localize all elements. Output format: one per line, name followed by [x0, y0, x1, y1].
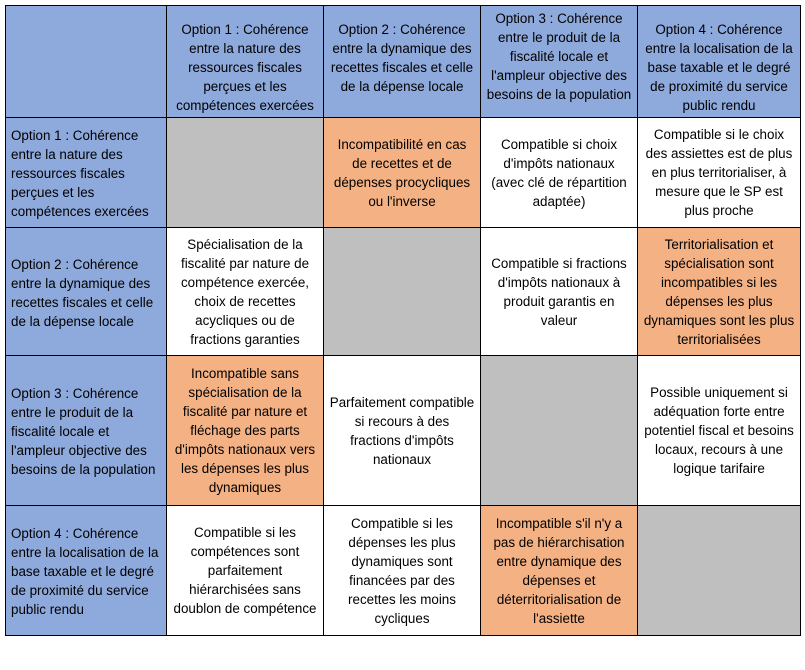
diagonal-cell — [167, 118, 324, 228]
row-header: Option 4 : Cohérence entre la localisation de la base taxable et le degré de proximité du service public rendu — [6, 506, 167, 636]
header-row — [6, 6, 801, 118]
column-header: Option 1 : Cohérence entre la nature des ressources fiscales perçues et les compétences exercées — [167, 6, 324, 118]
corner-cell — [6, 6, 167, 118]
matrix-cell: Spécialisation de la fiscalité par nature de compétence exercée, choix de recettes acycliques ou de fractions garanties — [167, 228, 324, 356]
table-row — [6, 356, 801, 506]
matrix-cell: Compatible si le choix des assiettes est de plus en plus territorialiser, à mesure que le SP est plus proche — [638, 118, 801, 228]
diagonal-cell — [481, 356, 638, 506]
matrix-cell: Incompatible sans spécialisation de la fiscalité par nature et fléchage des parts d'impôts nationaux vers les dépenses les plus dynamiques — [167, 356, 324, 506]
compatibility-matrix — [5, 5, 801, 636]
matrix-cell: Compatible si les compétences sont parfaitement hiérarchisées sans doublon de compétence — [167, 506, 324, 636]
column-header: Option 2 : Cohérence entre la dynamique des recettes fiscales et celle de la dépense locale — [324, 6, 481, 118]
row-header: Option 2 : Cohérence entre la dynamique des recettes fiscales et celle de la dépense locale — [6, 228, 167, 356]
row-header: Option 1 : Cohérence entre la nature des ressources fiscales perçues et les compétences exercées — [6, 118, 167, 228]
matrix-cell: Incompatibilité en cas de recettes et de dépenses procycliques ou l'inverse — [324, 118, 481, 228]
table-row — [6, 228, 801, 356]
column-header: Option 4 : Cohérence entre la localisation de la base taxable et le degré de proximité du service public rendu — [638, 6, 801, 118]
matrix-cell: Parfaitement compatible si recours à des fractions d'impôts nationaux — [324, 356, 481, 506]
matrix-cell: Territorialisation et spécialisation sont incompatibles si les dépenses les plus dynamiques sont les plus territorialisées — [638, 228, 801, 356]
matrix-cell: Possible uniquement si adéquation forte entre potentiel fiscal et besoins locaux, recours à une logique tarifaire — [638, 356, 801, 506]
diagonal-cell — [324, 228, 481, 356]
matrix-cell: Compatible si choix d'impôts nationaux (avec clé de répartition adaptée) — [481, 118, 638, 228]
table-row — [6, 506, 801, 636]
diagonal-cell — [638, 506, 801, 636]
matrix-cell: Compatible si fractions d'impôts nationaux à produit garantis en valeur — [481, 228, 638, 356]
column-header: Option 3 : Cohérence entre le produit de la fiscalité locale et l'ampleur objective des besoins de la population — [481, 6, 638, 118]
table-row — [6, 118, 801, 228]
matrix-cell: Incompatible s'il n'y a pas de hiérarchisation entre dynamique des dépenses et déterritorialisation de l'assiette — [481, 506, 638, 636]
matrix-cell: Compatible si les dépenses les plus dynamiques sont financées par des recettes les moins cycliques — [324, 506, 481, 636]
row-header: Option 3 : Cohérence entre le produit de la fiscalité locale et l'ampleur objective des besoins de la population — [6, 356, 167, 506]
